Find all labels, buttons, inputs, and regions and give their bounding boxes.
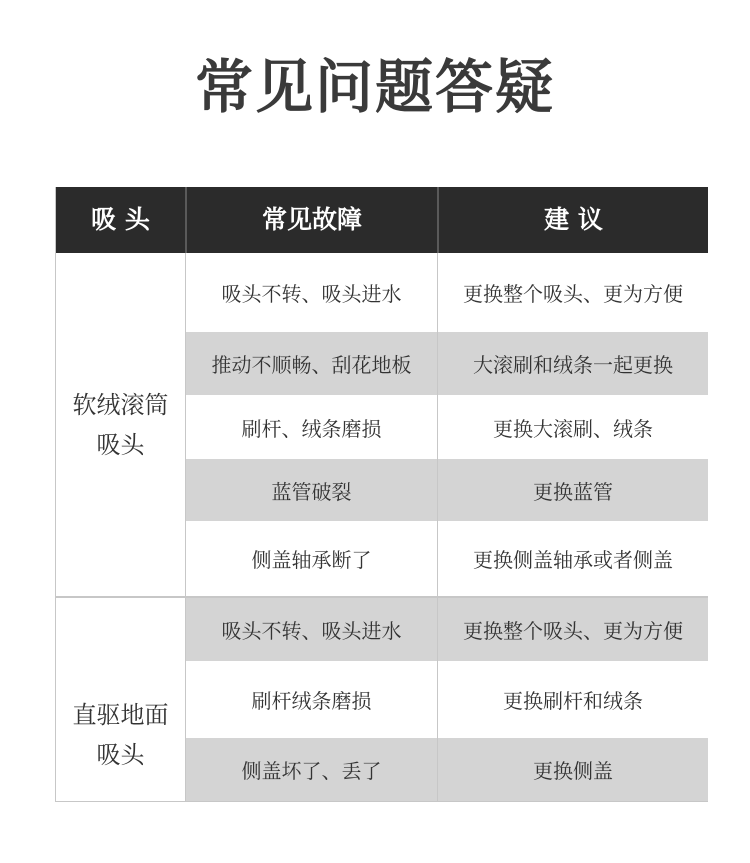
column-divider (437, 253, 438, 801)
fault-cell: 刷杆、绒条磨损 (241, 416, 382, 441)
advice-cell: 更换蓝管 (533, 479, 613, 504)
table-row (186, 598, 708, 661)
table-header (56, 187, 708, 253)
table-row (186, 332, 708, 395)
header-advice: 建 议 (544, 205, 603, 234)
fault-cell: 侧盖坏了、丢了 (241, 759, 382, 783)
column-divider (185, 253, 186, 801)
advice-cell: 更换侧盖轴承或者侧盖 (473, 548, 673, 572)
advice-cell: 大滚刷和绒条一起更换 (473, 353, 673, 377)
table-row (186, 738, 708, 801)
faq-table (55, 187, 708, 802)
header-head-type: 吸 头 (91, 205, 150, 234)
page-title: 常见问题答疑 (194, 53, 555, 121)
group-label: 软绒滚筒吸头 (72, 390, 169, 459)
advice-cell: 更换整个吸头、更为方便 (463, 282, 683, 306)
fault-cell: 推动不顺畅、刮花地板 (211, 353, 412, 377)
table-row (186, 521, 708, 596)
table-row (186, 661, 708, 738)
table-row (186, 459, 708, 521)
fault-cell: 侧盖轴承断了 (251, 548, 372, 572)
advice-cell: 更换大滚刷、绒条 (493, 416, 653, 441)
advice-cell: 更换侧盖 (533, 759, 613, 783)
group-cell-direct-drive (56, 598, 185, 801)
advice-cell: 更换整个吸头、更为方便 (463, 619, 683, 643)
table-row (186, 395, 708, 459)
group-label: 直驱地面吸头 (72, 700, 169, 769)
fault-cell: 吸头不转、吸头进水 (221, 282, 402, 306)
fault-cell: 蓝管破裂 (271, 479, 352, 504)
group-cell-soft-roller (56, 253, 185, 596)
table-row (186, 253, 708, 332)
fault-cell: 吸头不转、吸头进水 (221, 619, 402, 643)
fault-cell: 刷杆绒条磨损 (251, 689, 372, 713)
header-common-fault: 常见故障 (261, 205, 362, 234)
advice-cell: 更换刷杆和绒条 (503, 689, 643, 713)
